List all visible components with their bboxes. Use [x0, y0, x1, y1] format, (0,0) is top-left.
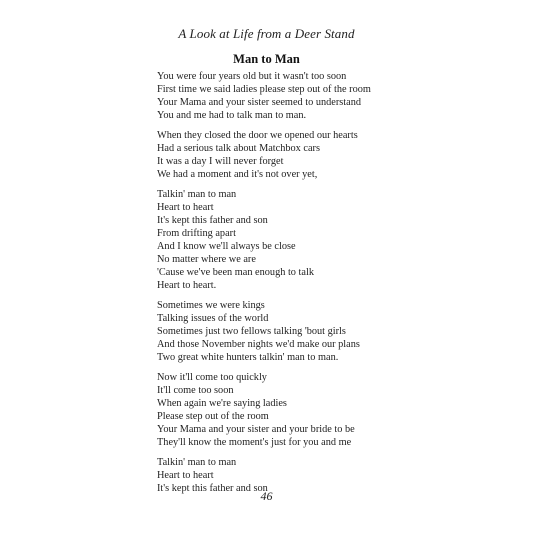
poem-line: 'Cause we've been man enough to talk: [157, 267, 314, 278]
poem-line: From drifting apart: [157, 228, 236, 239]
poem-line: When they closed the door we opened our hearts: [157, 130, 358, 141]
page-number: 46: [260, 489, 273, 503]
stanza: [157, 299, 487, 364]
poem-line: Sometimes we were kings: [157, 300, 265, 311]
poem-line: First time we said ladies please step out of the room: [157, 84, 371, 95]
poem-line: It's kept this father and son: [157, 215, 268, 226]
poem-line: Your Mama and your sister and your bride to be: [157, 424, 355, 435]
poem-line: Two great white hunters talkin' man to man.: [157, 352, 339, 363]
poem-line: When again we're saying ladies: [157, 398, 287, 409]
poem-line: It was a day I will never forget: [157, 156, 284, 167]
poem-line: We had a moment and it's not over yet,: [157, 169, 318, 180]
stanza: [157, 188, 487, 292]
poem-line: Heart to heart: [157, 202, 214, 213]
poem-line: You and me had to talk man to man.: [157, 110, 307, 121]
stanza: [157, 70, 487, 122]
poem-line: Had a serious talk about Matchbox cars: [157, 143, 320, 154]
poem-line: Talkin' man to man: [157, 457, 237, 468]
poem-line: No matter where we are: [157, 254, 256, 265]
poem-line: Now it'll come too quickly: [157, 372, 267, 383]
poem-line: Talkin' man to man: [157, 189, 237, 200]
stanza: [157, 371, 487, 449]
stanza: [157, 129, 487, 181]
poem-line: And those November nights we'd make our plans: [157, 339, 360, 350]
running-head: A Look at Life from a Deer Stand: [178, 26, 355, 41]
poem-line: It's kept this father and son: [157, 483, 268, 494]
poem-line: Heart to heart.: [157, 280, 217, 291]
poem-line: Heart to heart: [157, 470, 214, 481]
poem-title: Man to Man: [233, 52, 300, 66]
poem-body: [157, 70, 487, 502]
poem-line: Please step out of the room: [157, 411, 269, 422]
poem-line: Sometimes just two fellows talking 'bout girls: [157, 326, 346, 337]
poem-line: And I know we'll always be close: [157, 241, 296, 252]
poem-line: It'll come too soon: [157, 385, 234, 396]
poem-line: Talking issues of the world: [157, 313, 269, 324]
poem-line: They'll know the moment's just for you and me: [157, 437, 352, 448]
poem-line: Your Mama and your sister seemed to understand: [157, 97, 361, 108]
poem-line: You were four years old but it wasn't too soon: [157, 71, 347, 82]
